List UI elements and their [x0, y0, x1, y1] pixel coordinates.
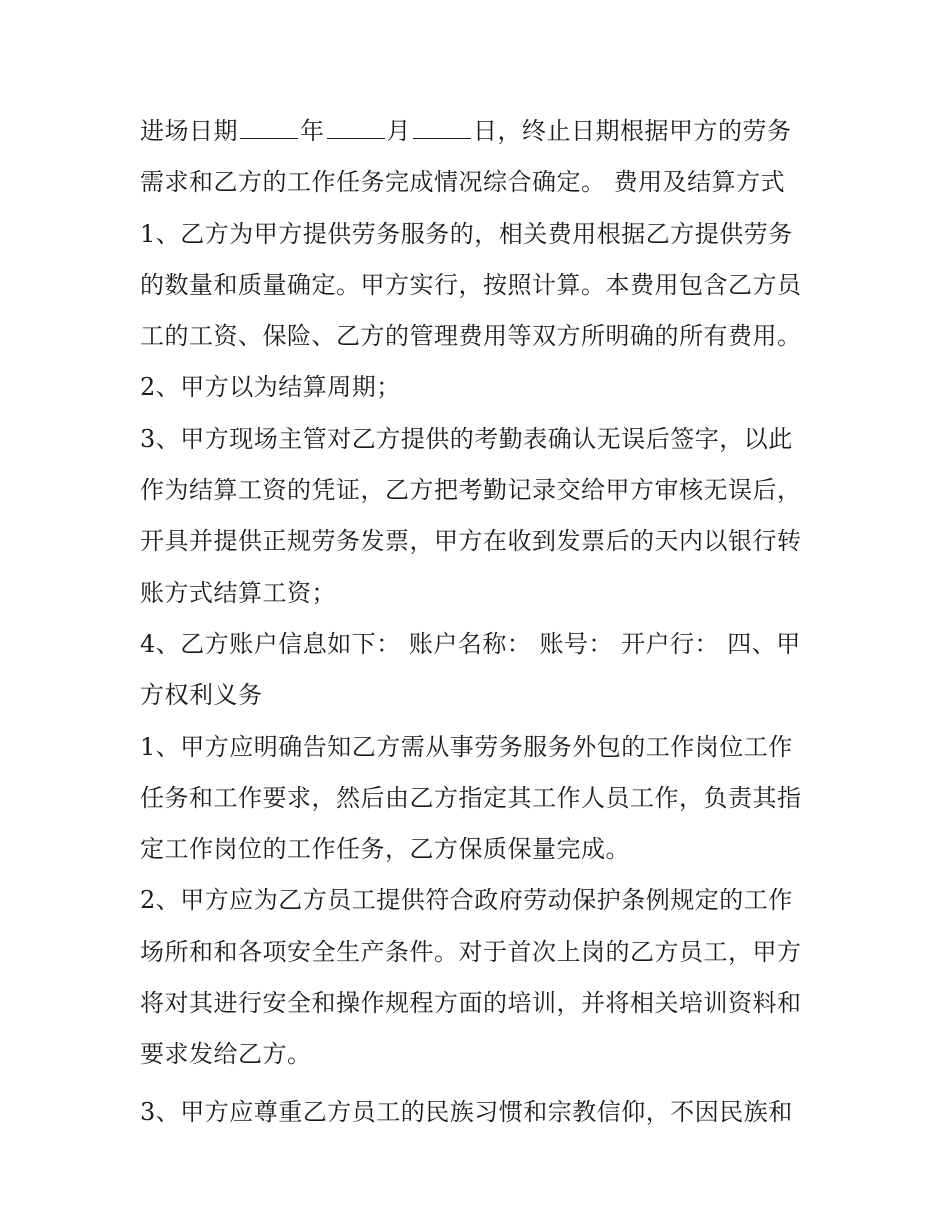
text-line: 方权利义务	[140, 681, 263, 710]
text-line: 定工作岗位的工作任务，乙方保质保量完成。	[140, 835, 630, 864]
text-line: 1、甲方应明确告知乙方需从事劳务服务外包的工作岗位工作	[140, 732, 793, 761]
date-month-blank	[327, 120, 385, 139]
text-segment: 年	[300, 117, 325, 145]
text-line: 2、甲方以为结算周期；	[140, 373, 401, 402]
text-line: 2、甲方应为乙方员工提供符合政府劳动保护条例规定的工作	[140, 886, 793, 915]
text-line: 要求发给乙方。	[140, 1040, 312, 1069]
text-segment: 进场日期	[140, 117, 238, 145]
text-line: 需求和乙方的工作任务完成情况综合确定。 费用及结算方式	[140, 168, 786, 197]
text-line: 工的工资、保险、乙方的管理费用等双方所明确的所有费用。	[140, 322, 802, 351]
text-line: 账方式结算工资；	[140, 578, 336, 607]
document-body	[140, 106, 820, 1138]
text-line: 的数量和质量确定。甲方实行，按照计算。本费用包含乙方员	[140, 270, 802, 299]
text-line: 1、乙方为甲方提供劳务服务的，相关费用根据乙方提供劳务	[140, 219, 793, 248]
text-line: 4、乙方账户信息如下： 账户名称： 账号： 开户行： 四、甲	[140, 629, 801, 658]
text-line: 场所和和各项安全生产条件。对于首次上岗的乙方员工，甲方	[140, 937, 802, 966]
text-segment: 月	[386, 117, 411, 145]
date-day-blank	[413, 120, 471, 139]
text-line: 将对其进行安全和操作规程方面的培训，并将相关培训资料和	[140, 989, 802, 1018]
text-line: 任务和工作要求，然后由乙方指定其工作人员工作，负责其指	[140, 783, 802, 812]
date-year-blank	[240, 120, 298, 139]
text-segment: 日，终止日期根据甲方的劳务	[473, 117, 792, 145]
text-line	[140, 106, 820, 157]
text-line: 作为结算工资的凭证，乙方把考勤记录交给甲方审核无误后，	[140, 476, 802, 505]
text-line: 开具并提供正规劳务发票，甲方在收到发票后的天内以银行转	[140, 527, 802, 556]
text-line: 3、甲方应尊重乙方员工的民族习惯和宗教信仰，不因民族和	[140, 1097, 793, 1126]
text-line: 3、甲方现场主管对乙方提供的考勤表确认无误后签字，以此	[140, 424, 793, 453]
